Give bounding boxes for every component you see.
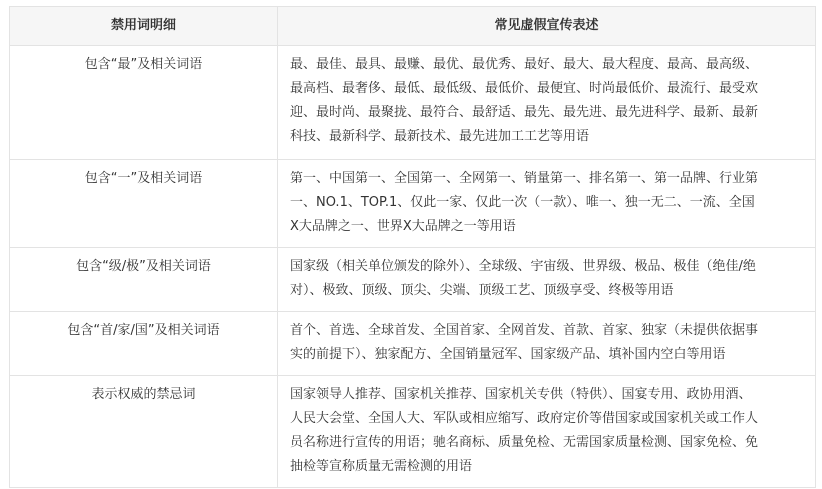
banned-words-table: [9, 6, 816, 488]
description-cell: [278, 312, 816, 376]
category-cell: 包含“最”及相关词语: [10, 46, 278, 160]
description-line: 最高档、最奢侈、最低、最低级、最低价、最便宜、时尚最低价、最流行、最受欢: [290, 81, 759, 96]
description-cell: [278, 376, 816, 488]
description-line: 首个、首选、全球首发、全国首家、全网首发、首款、首家、独家（未提供依据事: [290, 323, 759, 338]
description-line: 实的前提下）、独家配方、全国销量冠军、国家级产品、填补国内空白等用语: [290, 347, 726, 362]
description-line: X大品牌之一、世界X大品牌之一等用语: [290, 219, 516, 234]
table-row: [10, 312, 816, 376]
table-row: [10, 160, 816, 248]
description-line: 抽检等宣称质量无需检测的用语: [290, 459, 473, 474]
table-row: [10, 46, 816, 160]
description-cell: [278, 46, 816, 160]
description-cell: [278, 248, 816, 312]
table-row: [10, 376, 816, 488]
category-cell: 包含“一”及相关词语: [10, 160, 278, 248]
description-line: 国家领导人推荐、国家机关推荐、国家机关专供（特供）、国宴专用、政协用酒、: [290, 387, 752, 402]
description-cell: [278, 160, 816, 248]
header-banned-words-detail: 禁用词明细: [10, 7, 278, 46]
description-line: 最、最佳、最具、最赚、最优、最优秀、最好、最大、最大程度、最高、最高级、: [290, 57, 759, 72]
category-cell: 表示权威的禁忌词: [10, 376, 278, 488]
description-line: 第一、中国第一、全国第一、全网第一、销量第一、排名第一、第一品牌、行业第: [290, 171, 759, 186]
table-header-row: [10, 7, 816, 46]
description-line: 一、NO.1、TOP.1、仅此一家、仅此一次（一款）、唯一、独一无二、一流、全国: [290, 195, 755, 210]
description-line: 员名称进行宣传的用语；驰名商标、质量免检、无需国家质量检测、国家免检、免: [290, 435, 759, 450]
description-line: 对）、极致、顶级、顶尖、尖端、顶级工艺、顶级享受、终极等用语: [290, 283, 674, 298]
category-cell: 包含“首/家/国”及相关词语: [10, 312, 278, 376]
category-cell: 包含“级/极”及相关词语: [10, 248, 278, 312]
description-line: 人民大会堂、全国人大、军队或相应缩写、政府定价等借国家或国家机关或工作人: [290, 411, 759, 426]
table-row: [10, 248, 816, 312]
description-line: 科技、最新科学、最新技术、最先进加工工艺等用语: [290, 129, 590, 144]
header-common-false-claims: 常见虚假宣传表述: [278, 7, 816, 46]
description-line: 迎、最时尚、最聚拢、最符合、最舒适、最先、最先进、最先进科学、最新、最新: [290, 105, 759, 120]
description-line: 国家级（相关单位颁发的除外）、全球级、宇宙级、世界级、极品、极佳（绝佳/绝: [290, 259, 756, 274]
